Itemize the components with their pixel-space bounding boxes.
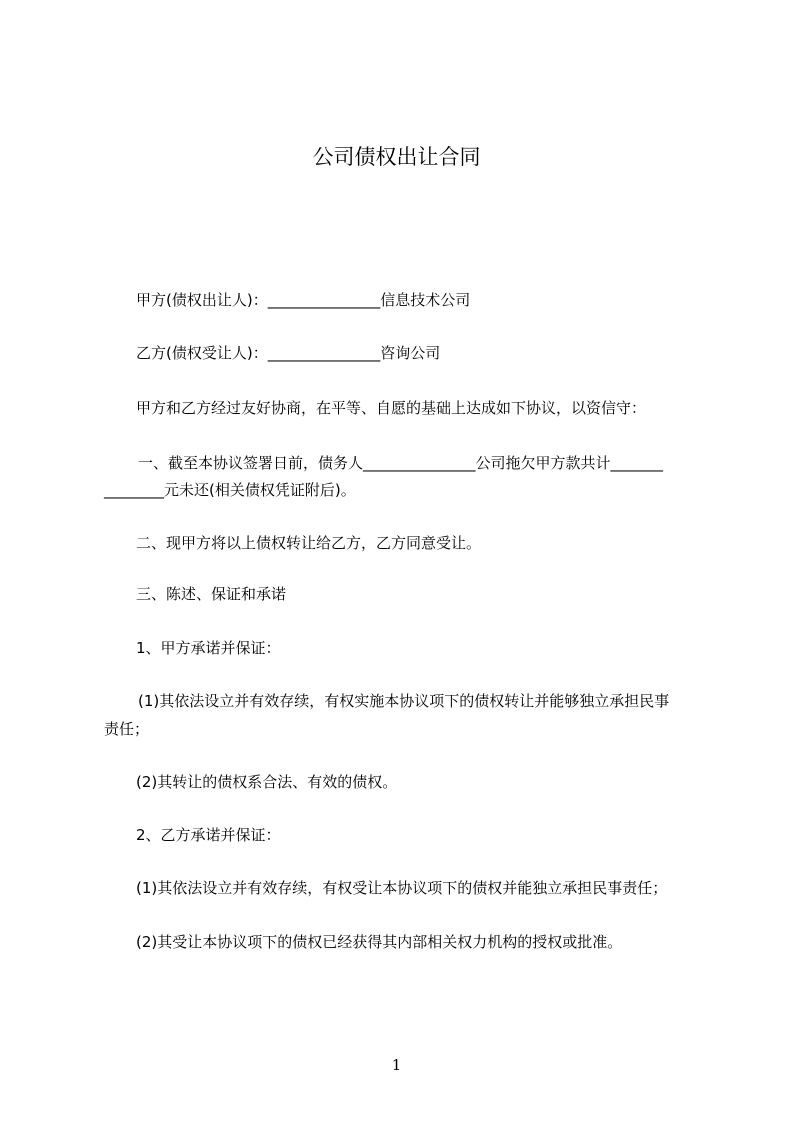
party-b-commitment-heading: 2、乙方承诺并保证： <box>136 826 281 844</box>
party-a-commitment-heading: 1、甲方承诺并保证： <box>136 639 281 657</box>
clause-2-paragraph: 二、现甲方将以上债权转让给乙方，乙方同意受让。 <box>136 534 482 552</box>
party-a-line: 甲方(债权出让人)：_______________信息技术公司 <box>136 291 471 309</box>
party-b-line: 乙方(债权受让人)：_______________咨询公司 <box>136 344 441 362</box>
page-number: 1 <box>391 1056 402 1074</box>
clause-1-line-2: ________元未还(相关债权凭证附后)。 <box>104 481 356 499</box>
clause-3-heading: 三、陈述、保证和承诺 <box>136 585 287 603</box>
party-a-item-1-line-1: (1)其依法设立并有效存续，有权实施本协议项下的债权转让并能够独立承担民事 <box>138 692 670 710</box>
preamble-paragraph: 甲方和乙方经过友好协商，在平等、自愿的基础上达成如下协议，以资信守： <box>136 399 647 417</box>
clause-1-line-1: 一、截至本协议签署日前，债务人_______________公司拖欠甲方款共计_______ <box>138 454 664 472</box>
party-b-item-2: (2)其受让本协议项下的债权已经获得其内部相关权力机构的授权或批准。 <box>136 933 623 951</box>
party-a-item-1-line-2: 责任； <box>104 720 150 738</box>
party-b-item-1: (1)其依法设立并有效存续，有权受让本协议项下的债权并能独立承担民事责任； <box>136 879 668 897</box>
document-title: 公司债权出让合同 <box>312 145 481 169</box>
party-a-item-2: (2)其转让的债权系合法、有效的债权。 <box>136 773 398 791</box>
